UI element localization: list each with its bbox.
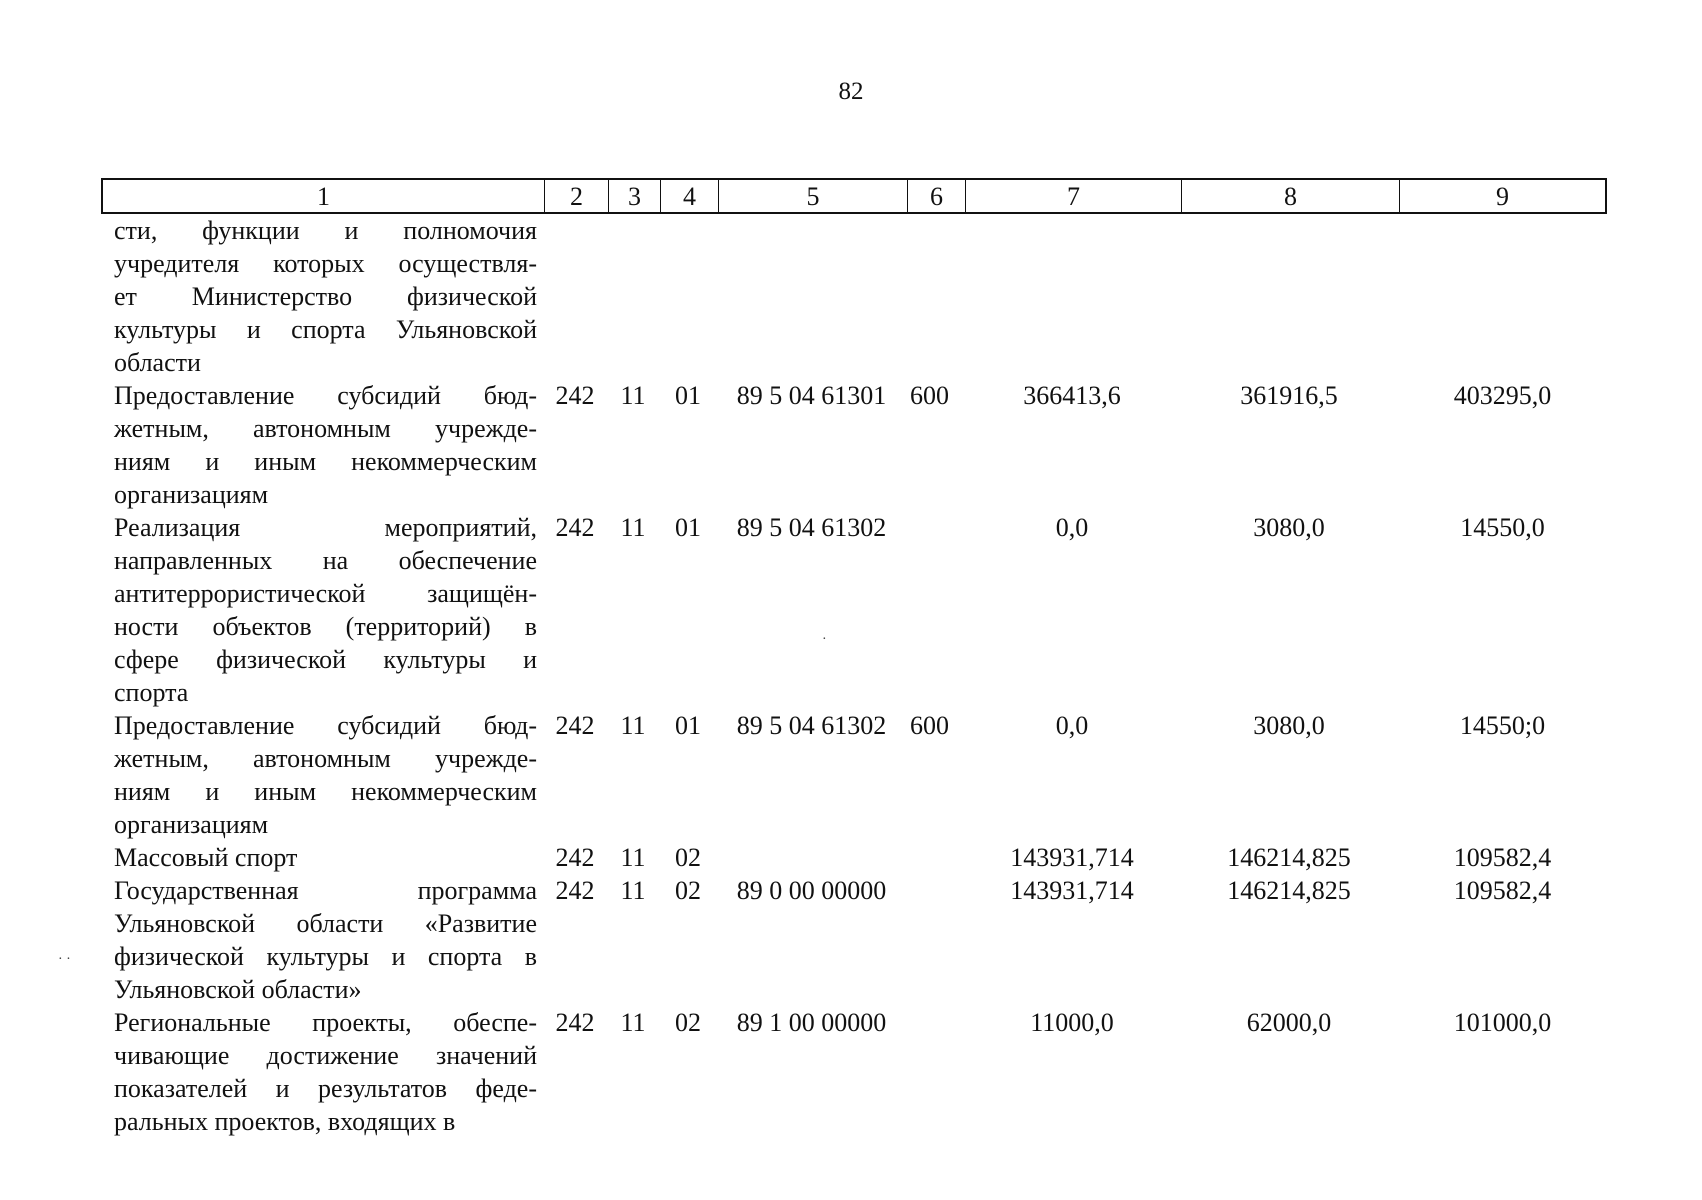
cell-col-3: 11 [620,513,646,542]
description-line: чивающие достижение значений [114,1041,537,1070]
description-line: Массовый спорт [114,843,298,872]
cell-col-3: 11 [620,711,646,740]
table-row [101,874,1607,1006]
table-row [101,379,1607,511]
description-line: ности объектов (территорий) в [114,612,537,641]
cell-col-3: 11 [620,1008,646,1037]
scan-speck: · · [58,952,71,967]
description-line: ниям и иным некоммерческим [114,447,537,476]
cell-col-3: 11 [620,381,646,410]
header-col-1: 1 [103,180,545,212]
header-col-8: 8 [1182,180,1400,212]
cell-col-7: 143931,714 [1010,876,1134,905]
cell-col-2: 242 [555,843,595,872]
row-description [101,841,543,874]
table-body [101,214,1607,1138]
cell-col-6: 600 [910,711,949,740]
cell-col-5: 89 5 04 61301 [736,381,887,410]
cell-col-7: 11000,0 [1030,1008,1114,1037]
description-line: ет Министерство физической [114,282,537,311]
row-description [101,709,543,841]
cell-col-8: 361916,5 [1240,381,1338,410]
row-description [101,379,543,511]
description-line: Ульяновской области» [114,975,362,1004]
cell-col-7: 366413,6 [1023,381,1121,410]
cell-col-9: 14550,0 [1460,513,1545,542]
description-line: антитеррористической защищён- [114,579,537,608]
description-line: Предоставление субсидий бюд- [114,381,537,410]
cell-col-9: 109582,4 [1453,843,1552,872]
description-line: сти, функции и полномочия [114,216,537,245]
cell-col-2: 242 [555,876,595,905]
cell-col-2: 242 [555,381,595,410]
cell-col-5: 89 5 04 61302 [736,711,887,740]
cell-col-9: 403295,0 [1453,381,1552,410]
description-line: ральных проектов, входящих в [114,1107,456,1136]
header-col-5: 5 [719,180,908,212]
header-col-4: 4 [661,180,719,212]
cell-col-5: 89 5 04 61302 [736,513,887,542]
cell-col-4: 02 [675,876,701,905]
description-line: области [114,348,201,377]
cell-col-8: 3080,0 [1253,513,1325,542]
description-line: сфере физической культуры и [114,645,537,674]
description-line: направленных на обеспечение [114,546,537,575]
description-line: Ульяновской области «Развитие [114,909,537,938]
cell-col-3: 11 [620,843,646,872]
row-description [101,511,543,709]
row-description [101,214,543,379]
description-line: Реализация мероприятий, [114,513,537,542]
cell-col-5: 89 0 00 00000 [736,876,887,905]
description-line: жетным, автономным учрежде- [114,744,537,773]
page-number: 82 [838,78,864,105]
row-description [101,874,543,1006]
cell-col-7: 0,0 [1055,513,1089,542]
cell-col-4: 01 [675,381,701,410]
description-line: Государственная программа [114,876,537,905]
cell-col-7: 143931,714 [1010,843,1134,872]
description-line: Предоставление субсидий бюд- [114,711,537,740]
table-row [101,511,1607,709]
header-col-6: 6 [908,180,966,212]
description-line: учредителя которых осуществля- [114,249,537,278]
cell-col-4: 01 [675,711,701,740]
header-col-3: 3 [609,180,661,212]
table-row [101,841,1607,874]
cell-col-4: 02 [675,1008,701,1037]
cell-col-8: 146214,825 [1227,843,1351,872]
description-line: организациям [114,810,269,839]
cell-col-3: 11 [620,876,646,905]
row-description [101,1006,543,1138]
cell-col-8: 3080,0 [1253,711,1325,740]
description-line: спорта [114,678,189,707]
table-row [101,214,1607,379]
cell-col-7: 0,0 [1055,711,1089,740]
cell-col-6: 600 [910,381,949,410]
cell-col-5: 89 1 00 00000 [736,1008,887,1037]
description-line: организациям [114,480,269,509]
table-header [101,178,1607,214]
description-line: жетным, автономным учрежде- [114,414,537,443]
description-line: Региональные проекты, обеспе- [114,1008,537,1037]
cell-col-4: 01 [675,513,701,542]
table-row [101,1006,1607,1138]
cell-col-9: 109582,4 [1453,876,1552,905]
cell-col-2: 242 [555,711,595,740]
cell-col-8: 62000,0 [1246,1008,1332,1037]
table-row [101,709,1607,841]
cell-col-4: 02 [675,843,701,872]
description-line: культуры и спорта Ульяновской [114,315,537,344]
cell-col-2: 242 [555,513,595,542]
cell-col-8: 146214,825 [1227,876,1351,905]
scan-speck: · [822,632,827,647]
cell-col-9: 101000,0 [1453,1008,1552,1037]
cell-col-9: 14550;0 [1459,711,1546,740]
header-col-2: 2 [545,180,609,212]
cell-col-2: 242 [555,1008,595,1037]
header-col-9: 9 [1496,182,1509,211]
description-line: физической культуры и спорта в [114,942,537,971]
description-line: показателей и результатов феде- [114,1074,537,1103]
description-line: ниям и иным некоммерческим [114,777,537,806]
header-col-7: 7 [966,180,1182,212]
